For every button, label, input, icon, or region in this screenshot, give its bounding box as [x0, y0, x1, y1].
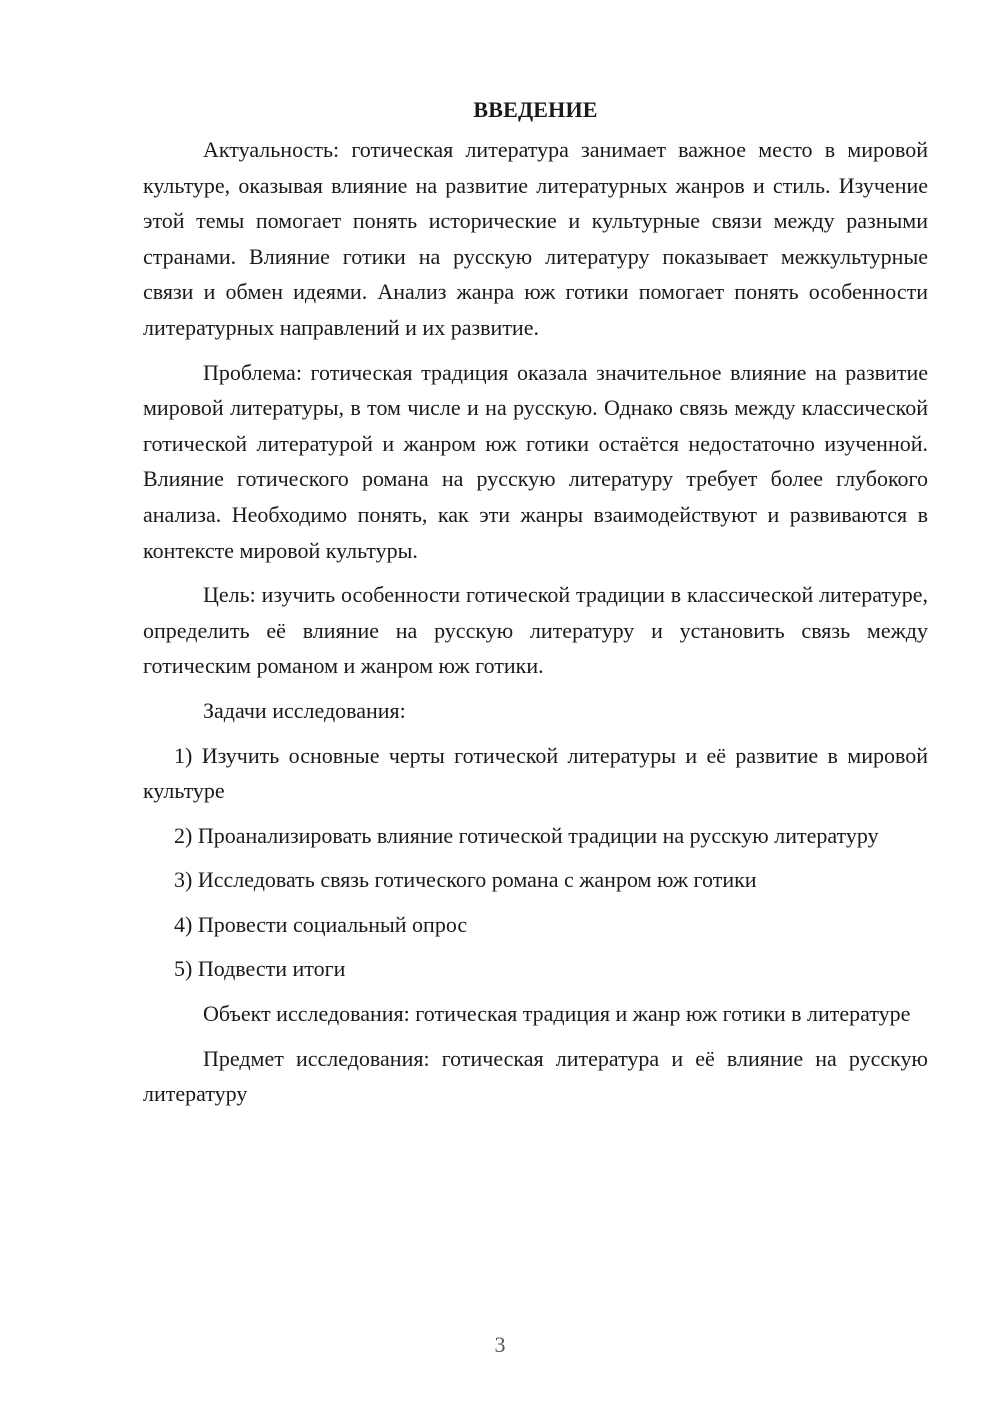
task-item: 3) Исследовать связь готического романа с жанром юж готики	[174, 867, 757, 893]
document-page	[143, 90, 928, 1121]
problem-paragraph: Проблема: готическая традиция оказала значительное влияние на развитие мировой литературы, в том числе и на русскую. Однако связь между классической готической литературой и жанром юж готики остаётся недостаточно изученной. Влияние готического романа на русскую литературу требует более глубокого анализа. Необходимо понять, как эти жанры взаимодействуют и развиваются в контексте мировой культуры.	[143, 359, 928, 563]
goal-paragraph: Цель: изучить особенности готической традиции в классической литературе, определить её влияние на русскую литературу и установить связь между готическим романом и жанром юж готики.	[143, 582, 928, 679]
tasks-heading: Задачи исследования:	[203, 697, 406, 723]
task-item: 2) Проанализировать влияние готической традиции на русскую литературу	[174, 822, 879, 848]
object-paragraph: Объект исследования: готическая традиция и жанр юж готики в литературе	[203, 1001, 911, 1027]
subject-paragraph: Предмет исследования: готическая литература и её влияние на русскую литературу	[143, 1045, 928, 1107]
section-title: ВВЕДЕНИЕ	[473, 97, 598, 122]
task-item: 1) Изучить основные черты готической литературы и её развитие в мировой культуре	[143, 742, 928, 804]
task-item: 4) Провести социальный опрос	[174, 911, 468, 937]
page-number: 3	[494, 1332, 506, 1357]
relevance-paragraph: Актуальность: готическая литература занимает важное место в мировой культуре, оказывая влияние на развитие литературных жанров и стиль. Изучение этой темы помогает понять исторические и культурные связи между разными странами. Влияние готики на русскую литературу показывает межкультурные связи и обмен идеями. Анализ жанра юж готики помогает понять особенности литературных направлений и их развитие.	[143, 137, 928, 340]
task-item: 5) Подвести итоги	[174, 956, 346, 982]
